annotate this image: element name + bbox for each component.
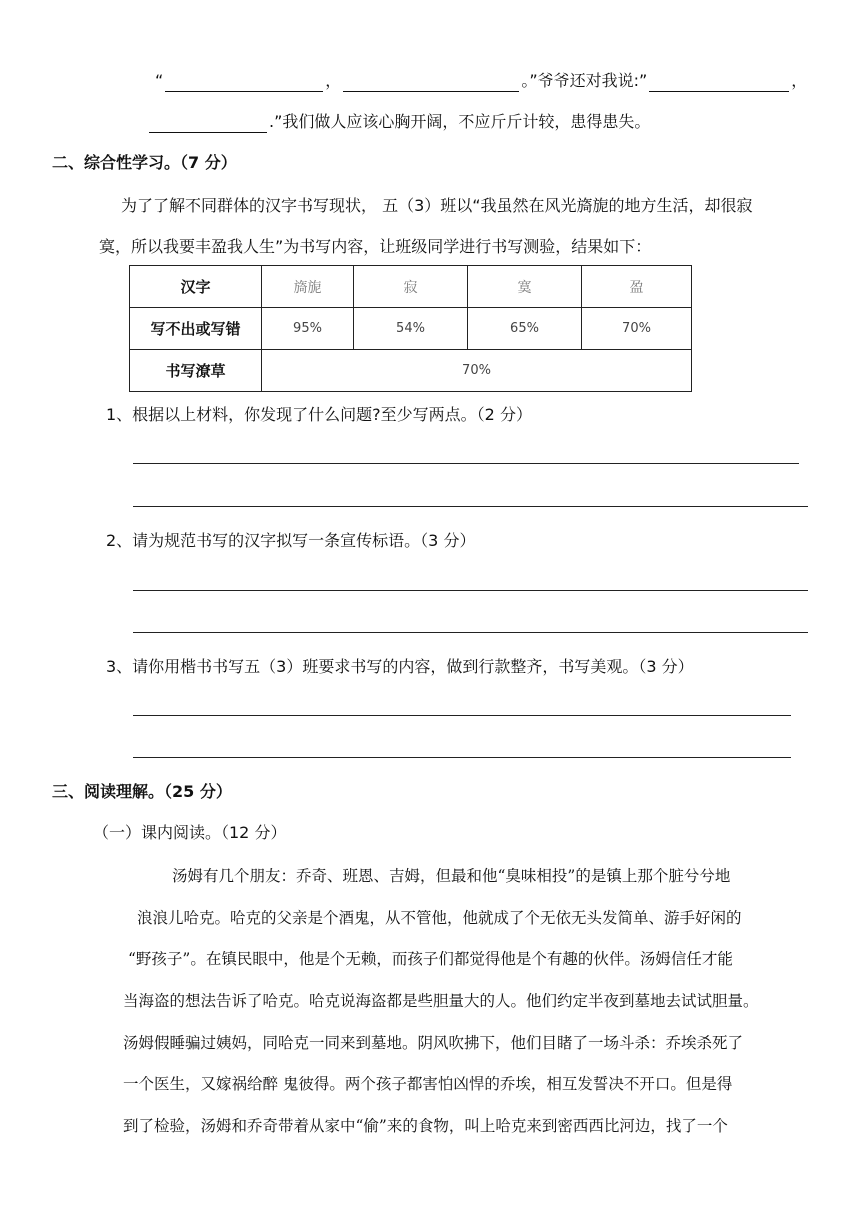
grandpa-said-text: 。”爷爷还对我说:”: [521, 71, 648, 90]
table-character: 寞: [468, 266, 582, 308]
answer-line[interactable]: [133, 757, 791, 758]
answer-line[interactable]: [133, 632, 808, 633]
table-character: 旖旎: [262, 266, 354, 308]
section3-subheading: （一）课内阅读。（12 分）: [93, 823, 287, 842]
table-row: [130, 308, 692, 350]
moral-text: .”我们做人应该心胸开阔，不应斤斤计较，患得患失。: [269, 112, 651, 131]
table-cell: 54%: [354, 308, 468, 350]
passage-line: 汤姆有几个朋友：乔奇、班恩、吉姆，但最和他“臭味相投”的是镇上那个脏兮兮地: [172, 867, 731, 885]
table-row: [130, 266, 692, 308]
blank-3[interactable]: [649, 75, 789, 92]
answer-line[interactable]: [133, 590, 808, 591]
passage-line: 浪浪儿哈克。哈克的父亲是个酒鬼，从不管他，他就成了个无依无头发简单、游手好闲的: [137, 909, 742, 927]
table-cell: 70%: [582, 308, 692, 350]
passage-line: 汤姆假睡骗过姨妈，同哈克一同来到墓地。阴风吹拂下，他们目睹了一场斗杀：乔埃杀死了: [123, 1034, 744, 1052]
question-2: 2、请为规范书写的汉字拟写一条宣传标语。（3 分）: [106, 531, 476, 550]
section3-heading: 三、阅读理解。（25 分）: [52, 782, 232, 801]
table-cell: 95%: [262, 308, 354, 350]
poem-fill-line-2: [147, 111, 650, 133]
question-1: 1、根据以上材料，你发现了什么问题?至少写两点。（2 分）: [106, 405, 532, 424]
table-row-label: 写不出或写错: [130, 308, 262, 350]
table-row: [130, 350, 692, 392]
blank-2[interactable]: [343, 75, 519, 92]
table-header-label: 汉字: [130, 266, 262, 308]
answer-line[interactable]: [133, 506, 808, 507]
blank-1[interactable]: [165, 75, 323, 92]
question-3: 3、请你用楷书书写五（3）班要求书写的内容，做到行款整齐，书写美观。（3 分）: [106, 657, 694, 676]
table-cell-merged: 70%: [262, 350, 692, 392]
poem-fill-line-1: [155, 70, 807, 92]
survey-results-table: [129, 265, 692, 392]
line-end-comma: ，: [791, 71, 808, 90]
table-cell: 65%: [468, 308, 582, 350]
section2-heading: 二、综合性学习。（7 分）: [52, 153, 237, 172]
answer-line[interactable]: [133, 715, 791, 716]
open-quote: “: [155, 71, 164, 90]
passage-line: 到了检验，汤姆和乔奇带着从家中“偷”来的食物，叫上哈克来到密西西比河边，找了一个: [123, 1117, 728, 1135]
blank-4[interactable]: [149, 116, 267, 133]
table-character: 盈: [582, 266, 692, 308]
passage-line: 当海盗的想法告诉了哈克。哈克说海盗都是些胆量大的人。他们约定半夜到墓地去试试胆量。: [123, 992, 759, 1010]
answer-line[interactable]: [133, 463, 799, 464]
table-row-label: 书写潦草: [130, 350, 262, 392]
section2-intro-line-1: 为了了解不同群体的汉字书写现状， 五（3）班以“我虽然在风光旖旎的地方生活，却很寂: [121, 196, 753, 215]
section2-intro-line-2: 寞，所以我要丰盈我人生”为书写内容，让班级同学进行书写测验，结果如下：: [99, 237, 652, 256]
passage-line: 一个医生，又嫁祸给醉 鬼彼得。两个孩子都害怕凶悍的乔埃，相互发誓决不开口。但是得: [123, 1075, 733, 1093]
comma: ，: [325, 71, 342, 90]
passage-line: “野孩子”。在镇民眼中，他是个无赖，而孩子们都觉得他是个有趣的伙伴。汤姆信任才能: [128, 950, 733, 968]
table-character: 寂: [354, 266, 468, 308]
